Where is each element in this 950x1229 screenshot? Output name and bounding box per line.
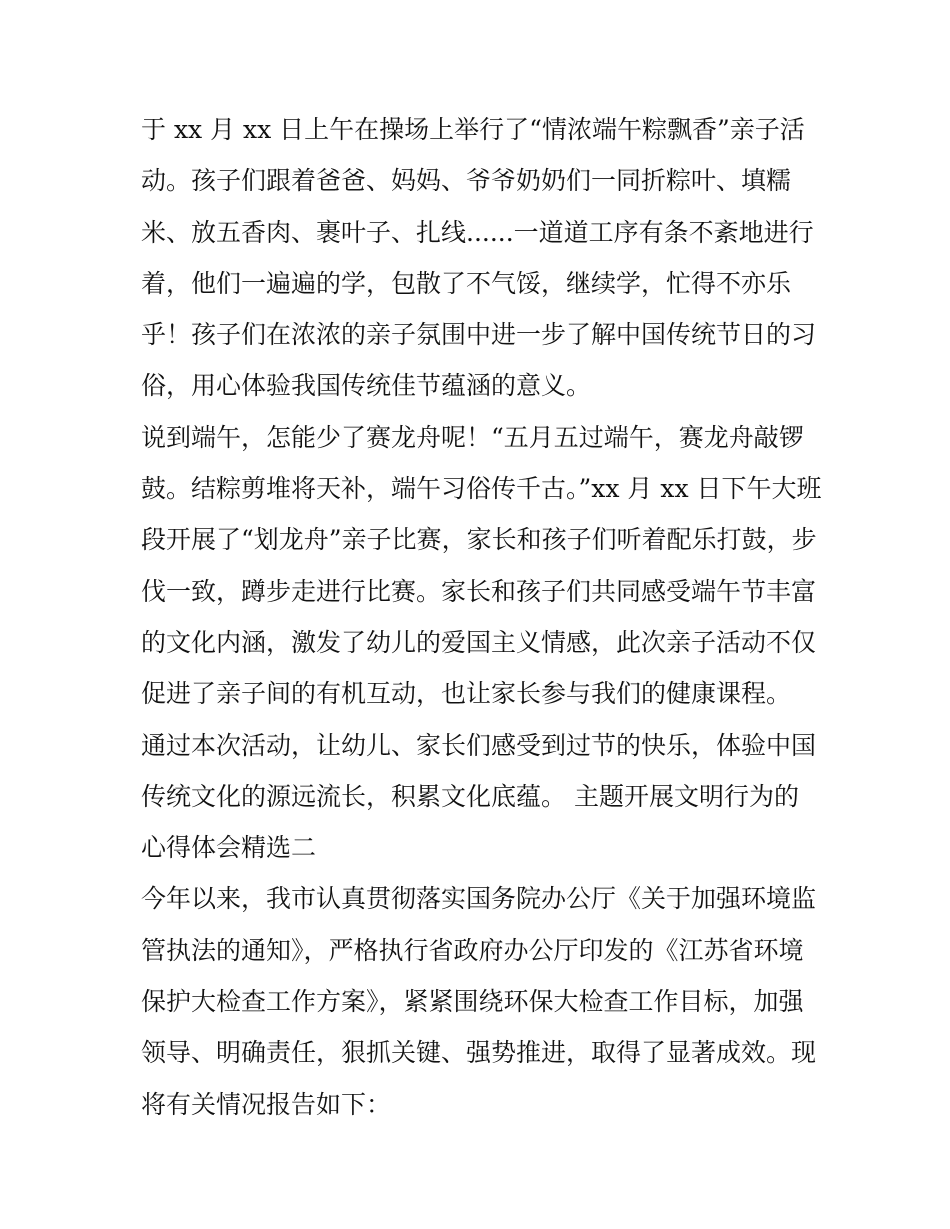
text-line-12: 促进了亲子间的有机互动，也让家长参与我们的健康课程。	[141, 679, 792, 709]
text-line-10: 伐一致，蹲步走进行比赛。家长和孩子们共同感受端午节丰富	[141, 576, 817, 606]
text-line-5: 乎！孩子们在浓浓的亲子氛围中进一步了解中国传统节日的习	[141, 320, 817, 350]
text-line-16: 今年以来，我市认真贯彻落实国务院办公厅《关于加强环境监	[141, 884, 817, 914]
text-line-17: 管执法的通知》，严格执行省政府办公厅印发的《江苏省环境	[141, 935, 804, 965]
text-line-13: 通过本次活动，让幼儿、家长们感受到过节的快乐，体验中国	[141, 730, 817, 760]
text-line-15: 心得体会精选二	[141, 833, 317, 863]
text-line-8: 鼓。结粽剪堆将天补，端午习俗传千古。”xx 月 xx 日下午大班	[141, 474, 822, 504]
text-line-6: 俗，用心体验我国传统佳节蕴涵的意义。	[141, 371, 592, 401]
text-line-19: 领导、明确责任，狠抓关键、强势推进，取得了显著成效。现	[141, 1038, 817, 1068]
text-line-11: 的文化内涵，激发了幼儿的爱国主义情感，此次亲子活动不仅	[141, 627, 817, 657]
text-line-7: 说到端午，怎能少了赛龙舟呢！“五月五过端午，赛龙舟敲锣	[141, 422, 804, 452]
text-line-20: 将有关情况报告如下：	[141, 1089, 392, 1119]
body-text	[141, 104, 821, 1130]
text-line-2: 动。孩子们跟着爸爸、妈妈、爷爷奶奶们一同折粽叶、填糯	[141, 166, 792, 196]
text-line-9: 段开展了“划龙舟”亲子比赛，家长和孩子们听着配乐打鼓，步	[141, 525, 817, 555]
text-line-3: 米、放五香肉、裹叶子、扎线......一道道工序有条不紊地进行	[141, 217, 814, 247]
text-line-1: 于 xx 月 xx 日上午在操场上举行了“情浓端午粽飘香”亲子活	[141, 115, 805, 144]
text-line-18: 保护大检查工作方案》，紧紧围绕环保大检查工作目标，加强	[141, 987, 804, 1017]
text-line-14: 传统文化的源远流长，积累文化底蕴。 主题开展文明行为的	[141, 781, 799, 811]
text-line-4: 着，他们一遍遍的学，包散了不气馁，继续学，忙得不亦乐	[141, 268, 792, 298]
